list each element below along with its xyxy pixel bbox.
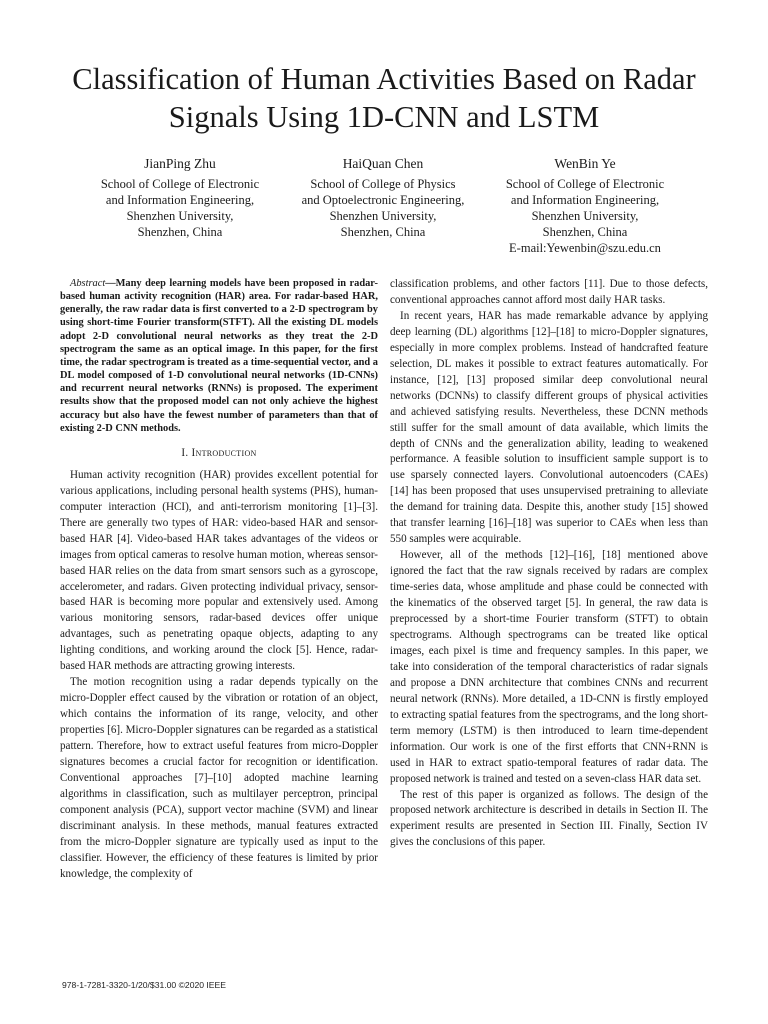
body-paragraph: classification problems, and other factors [11]. Due to those defects, conventional approaches cannot afford most daily HAR tasks.	[390, 278, 708, 306]
author-block	[485, 154, 685, 256]
abstract-label: Abstract	[70, 278, 106, 289]
author-affiliation-line: Shenzhen, China	[340, 225, 426, 240]
copyright-footer: 978-1-7281-3320-1/20/$31.00 ©2020 IEEE	[62, 980, 227, 990]
author-block	[283, 154, 483, 240]
author-block	[80, 154, 280, 240]
author-name: HaiQuan Chen	[342, 156, 424, 171]
author-affiliation-line: and Optoelectronic Engineering,	[301, 193, 465, 208]
author-affiliation-line: Shenzhen University,	[531, 209, 639, 224]
author-affiliation-line: Shenzhen University,	[329, 209, 437, 224]
abstract-text: —Many deep learning models have been proposed in radar-based human activity recognition (HAR) area. For radar-based HAR, generally, the raw radar data is first converted to a 2-D spectrogram by using short-time Fourier transform(STFT). All the existing DL models adopt 2-D convolutional neural networks as they treat the 2-D spectrogram the same as an optical image. In this paper, for the first time, the radar spectrogram is treated as a time-sequential vector, and a DL model composed of 1-D convolutional neural networks (1D-CNNs) and recurrent neural networks (RNNs) is proposed. The experiment results show that the proposed model can not only achieve the highest accuracy but also have the fewest number of parameters than that of existing 2-D CNN methods.	[60, 278, 378, 434]
author-affiliation-line: School of College of Electronic	[505, 177, 665, 191]
author-name: WenBin Ye	[554, 156, 616, 171]
section-number: I.	[181, 446, 189, 459]
author-name: JianPing Zhu	[144, 156, 216, 171]
section-heading	[60, 446, 378, 462]
right-column	[390, 277, 708, 851]
author-affiliation-line: and Information Engineering,	[105, 193, 255, 208]
abstract	[60, 277, 378, 435]
author-email: E-mail:Yewenbin@szu.edu.cn	[509, 241, 661, 256]
body-paragraph: The motion recognition using a radar depends typically on the micro-Doppler effect caused by the vibration or rotation of an object, which contains the information of its range, velocity, and other properties [6]. Micro-Doppler signatures can be regarded as a statistical pattern. Therefore, how to extract useful features from micro-Doppler signatures becomes a crucial factor for recognition or identification. Conventional approaches [7]–[10] adopted machine learning algorithms in classification, such as multilayer perceptron, principal component analysis (PCA), support vector machine (SVM) and linear discriminant analysis. In these methods, manual features extracted from the micro-Doppler signature are typically used as input to the classifier. However, the efficiency of these features is limited by prior knowledge, the complexity of	[60, 676, 378, 880]
author-affiliation-line: and Information Engineering,	[510, 193, 660, 208]
body-paragraph: The rest of this paper is organized as follows. The design of the proposed network architecture is described in details in Section II. The experiment results are presented in Section III. Finally, Section IV gives the conclusions of this paper.	[390, 788, 708, 849]
body-paragraph: However, all of the methods [12]–[16], [18] mentioned above ignored the fact that the raw signals received by radars are complex time-series data, whose amplitude and phase could be connected with the kinematics of the observed target [5]. In general, the raw data is preprocessed by a short-time Fourier transform (STFT) to obtain spectrograms. Although spectrograms can be treated like optical images, each pixel is time and frequency samples. In this paper, we take into consideration of the temporal characteristics of radar signals and propose a DNN architecture that combines CNNs and recurrent neural network (RNNs). More detailed, a 1D-CNN is firstly employed to extracting spatial features from the spectrograms, and the long short-term memory (LSTM) is then introduced to learn time-dependent information. Our work is one of the first efforts that CNN+RNN is used in HAR to extract spatio-temporal features of radar data. The proposed network is trained and tested on a seven-class HAR data set.	[390, 549, 708, 785]
author-affiliation-line: Shenzhen, China	[137, 225, 223, 240]
author-affiliation-line: School of College of Physics	[310, 177, 456, 191]
author-affiliation-line: Shenzhen, China	[542, 225, 628, 240]
body-paragraph: Human activity recognition (HAR) provides excellent potential for various applications, including personal health systems (PHS), human-computer interaction (HCI), and anti-terrorism monitoring [1]–[3]. There are generally two types of HAR: video-based HAR and sensor-based HAR [4]. Video-based HAR takes advantages of the videos or images from optical cameras to resolve human motion, whereas sensor-based HAR relies on the data from smart sensors such as a gyroscope, accelerometer, and radars. Given protecting individual privacy, sensor-based HAR is becoming more popular and extensively used. Among various monitoring sensors, radar-based devices offer unique advantages, such as penetrating opaque objects, adapting to any lighting conditions, and working around the clock [5]. Hence, radar-based HAR methods are attracting growing interests.	[60, 468, 378, 673]
body-paragraph: In recent years, HAR has made remarkable advance by applying deep learning (DL) algorithms [12]–[18] to micro-Doppler signatures, especially in more complex problems. Instead of handcrafted feature selection, DL makes it possible to extract features automatically. For instance, [12], [13] proposed similar deep convolutional neural networks (DCNNs) to classify different groups of physical activities and achieved satisfying results. Nevertheless, these DCNN methods still suffer for the small amount of data available, which limits the depth of CNNs and the generalization ability, leading to weakened performance. A feasible solution to insufficient sample support is to use sparsely connected layers. Convolutional autoencoders (CAEs) [14] has been proposed that uses unsupervised pretraining to alleviate the demand for training data. Despite this, another study [15] showed that transfer learning [16]–[18] was superior to CAEs when less than 550 samples were acquirable.	[390, 309, 708, 546]
section-title: Introduction	[191, 446, 257, 459]
author-affiliation-line: Shenzhen University,	[126, 209, 234, 224]
left-column	[60, 277, 378, 883]
paper-title: Classification of Human Activities Based on Radar Signals Using 1D-CNN and LSTM	[72, 62, 696, 134]
author-affiliation-line: School of College of Electronic	[100, 177, 260, 191]
